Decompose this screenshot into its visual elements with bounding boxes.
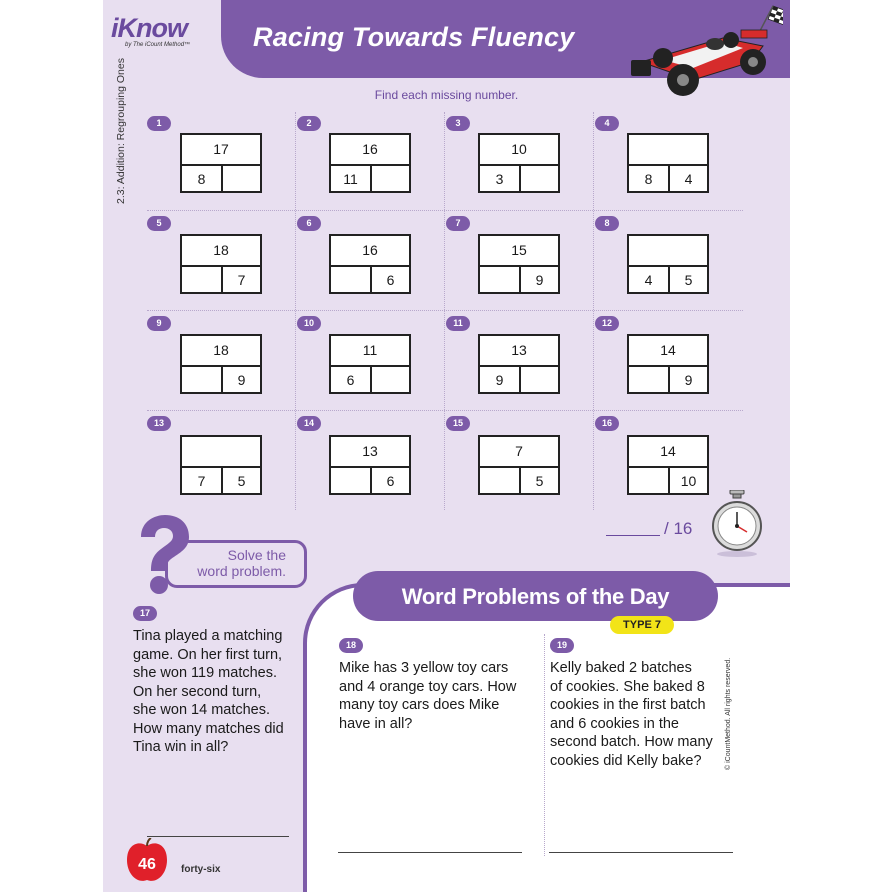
stopwatch-icon: [711, 490, 763, 558]
type-badge: TYPE 7: [610, 616, 674, 634]
logo-subtitle: by The iCount Method™: [125, 42, 191, 48]
grid-divider: [444, 112, 445, 510]
instructions: Find each missing number.: [374, 88, 519, 102]
bond-part-left[interactable]: 9: [480, 367, 521, 394]
number-bond: [329, 334, 411, 394]
bond-whole[interactable]: 18: [182, 336, 260, 367]
bond-part-right[interactable]: 7: [237, 272, 246, 288]
bond-part-right[interactable]: [521, 367, 558, 394]
bond-part-right[interactable]: [372, 367, 409, 394]
apple-page-number-icon: [125, 838, 169, 884]
bond-part-right[interactable]: 4: [684, 171, 693, 187]
bond-whole[interactable]: 13: [331, 437, 409, 468]
number-bond: [329, 435, 411, 495]
bond-part-left[interactable]: 11: [331, 166, 372, 193]
bond-whole[interactable]: 16: [331, 236, 409, 267]
bond-whole[interactable]: [629, 236, 707, 267]
text-line: Mike has 3 yellow toy cars: [339, 660, 509, 676]
problem-19-text: [550, 659, 750, 770]
copyright: © iCountMethod. All rights reserved.: [725, 657, 732, 770]
bond-whole[interactable]: 14: [629, 336, 707, 367]
number-bond: [478, 435, 560, 495]
problem-number: 6: [297, 216, 321, 231]
bond-part-right[interactable]: 10: [680, 473, 697, 489]
bond-part-left[interactable]: [182, 267, 223, 294]
number-bond: [180, 435, 262, 495]
number-bond: [478, 234, 560, 294]
page-title: Racing Towards Fluency: [253, 22, 575, 52]
number-bond: [180, 234, 262, 294]
text-line: game. On her first turn,: [133, 646, 283, 663]
bond-part-right[interactable]: 5: [684, 272, 693, 288]
text-line: cookies did Kelly bake?: [550, 752, 702, 769]
text-line: have in all?: [339, 715, 413, 732]
problem-17-text: [133, 627, 303, 757]
section-label: 2.3: Addition: Regrouping Ones: [115, 58, 127, 204]
text-line: Tina played a matching: [133, 628, 283, 644]
bond-part-right[interactable]: 5: [237, 473, 246, 489]
number-bond: [329, 133, 411, 193]
bond-whole[interactable]: 18: [182, 236, 260, 267]
problem-number: 2: [297, 116, 321, 131]
bond-part-left[interactable]: [480, 468, 521, 495]
bond-whole[interactable]: 15: [480, 236, 558, 267]
bond-part-right[interactable]: 9: [237, 372, 246, 388]
worksheet-page: [103, 0, 790, 892]
text-line: How many matches did: [133, 720, 284, 737]
problem-19: [550, 638, 750, 770]
bond-part-left[interactable]: 4: [629, 267, 670, 294]
text-line: On her second turn,: [133, 683, 262, 700]
bond-part-left[interactable]: 7: [182, 468, 223, 495]
page-number: 46: [138, 856, 156, 873]
grid-divider: [147, 210, 743, 211]
bond-whole[interactable]: [182, 437, 260, 468]
bond-part-left[interactable]: 8: [629, 166, 670, 193]
problem-number: 1: [147, 116, 171, 131]
grid-divider: [593, 112, 594, 510]
bond-part-right[interactable]: 5: [535, 473, 544, 489]
answer-line[interactable]: [338, 852, 522, 853]
text-line: second batch. How many: [550, 734, 713, 750]
bond-part-right[interactable]: 9: [684, 372, 693, 388]
problem-number: 9: [147, 316, 171, 331]
problem-number: 4: [595, 116, 619, 131]
problem-18-text: [339, 659, 539, 733]
problem-17: [133, 606, 303, 757]
column-divider: [544, 634, 545, 856]
problem-number: 12: [595, 316, 619, 331]
page-number-word: forty-six: [181, 864, 221, 875]
bond-part-left[interactable]: [182, 367, 223, 394]
problem-number: 13: [147, 416, 171, 431]
problem-18: [339, 638, 539, 733]
problem-number: 7: [446, 216, 470, 231]
bond-part-right[interactable]: 9: [535, 272, 544, 288]
bond-whole[interactable]: 11: [331, 336, 409, 367]
bond-part-left[interactable]: [629, 468, 670, 495]
bond-part-left[interactable]: [331, 267, 372, 294]
grid-divider: [295, 112, 296, 510]
problem-number: 3: [446, 116, 470, 131]
number-bond: [627, 334, 709, 394]
problem-number: 16: [595, 416, 619, 431]
bond-whole[interactable]: 17: [182, 135, 260, 166]
bond-whole[interactable]: 13: [480, 336, 558, 367]
bond-part-left[interactable]: 8: [182, 166, 223, 193]
text-line: cookies in the first batch: [550, 697, 706, 713]
bond-part-left[interactable]: 6: [331, 367, 372, 394]
bond-whole[interactable]: 7: [480, 437, 558, 468]
text-line: Kelly baked 2 batches: [550, 660, 692, 676]
problem-number: 19: [550, 638, 574, 653]
solve-prompt-line2: word problem.: [197, 563, 286, 579]
bond-part-left[interactable]: [331, 468, 372, 495]
problem-number: 14: [297, 416, 321, 431]
text-line: and 4 orange toy cars. How: [339, 678, 517, 695]
problem-number: 18: [339, 638, 363, 653]
bond-part-left[interactable]: [480, 267, 521, 294]
word-problems-title: Word Problems of the Day: [401, 584, 670, 609]
score-field[interactable]: [606, 519, 692, 539]
problem-number: 11: [446, 316, 470, 331]
bond-whole[interactable]: 16: [331, 135, 409, 166]
bond-part-right[interactable]: [521, 166, 558, 193]
number-bond: [180, 334, 262, 394]
text-line: many toy cars does Mike: [339, 697, 500, 713]
problem-number: 10: [297, 316, 321, 331]
bond-part-right[interactable]: 6: [386, 473, 395, 489]
score-blank[interactable]: [606, 535, 660, 536]
text-line: of cookies. She baked 8: [550, 678, 705, 695]
number-bond: [627, 234, 709, 294]
problem-number: 8: [595, 216, 619, 231]
text-line: Tina win in all?: [133, 739, 229, 755]
number-bond: [627, 133, 709, 193]
grid-divider: [147, 410, 743, 411]
number-bond: [627, 435, 709, 495]
bond-part-right[interactable]: 6: [386, 272, 395, 288]
answer-line[interactable]: [549, 852, 733, 853]
number-bond: [180, 133, 262, 193]
bond-part-left[interactable]: 3: [480, 166, 521, 193]
bond-part-right[interactable]: [372, 166, 409, 193]
text-line: she won 14 matches.: [133, 702, 271, 718]
text-line: she won 119 matches.: [133, 665, 278, 681]
score-total: / 16: [664, 519, 693, 538]
grid-divider: [147, 310, 743, 311]
bond-part-right[interactable]: [223, 166, 260, 193]
answer-line[interactable]: [147, 836, 289, 837]
question-mark-icon: [133, 515, 191, 595]
bond-part-left[interactable]: [629, 367, 670, 394]
number-bond: [329, 234, 411, 294]
text-line: and 6 cookies in the: [550, 715, 679, 732]
bond-whole[interactable]: [629, 135, 707, 166]
problem-number: 5: [147, 216, 171, 231]
bond-whole[interactable]: 10: [480, 135, 558, 166]
solve-prompt-line1: Solve the: [227, 547, 286, 563]
number-bond: [478, 334, 560, 394]
number-bond: [478, 133, 560, 193]
logo-brand: iKnow: [111, 13, 187, 43]
problem-number: 15: [446, 416, 470, 431]
problem-number: 17: [133, 606, 157, 621]
bond-whole[interactable]: 14: [629, 437, 707, 468]
